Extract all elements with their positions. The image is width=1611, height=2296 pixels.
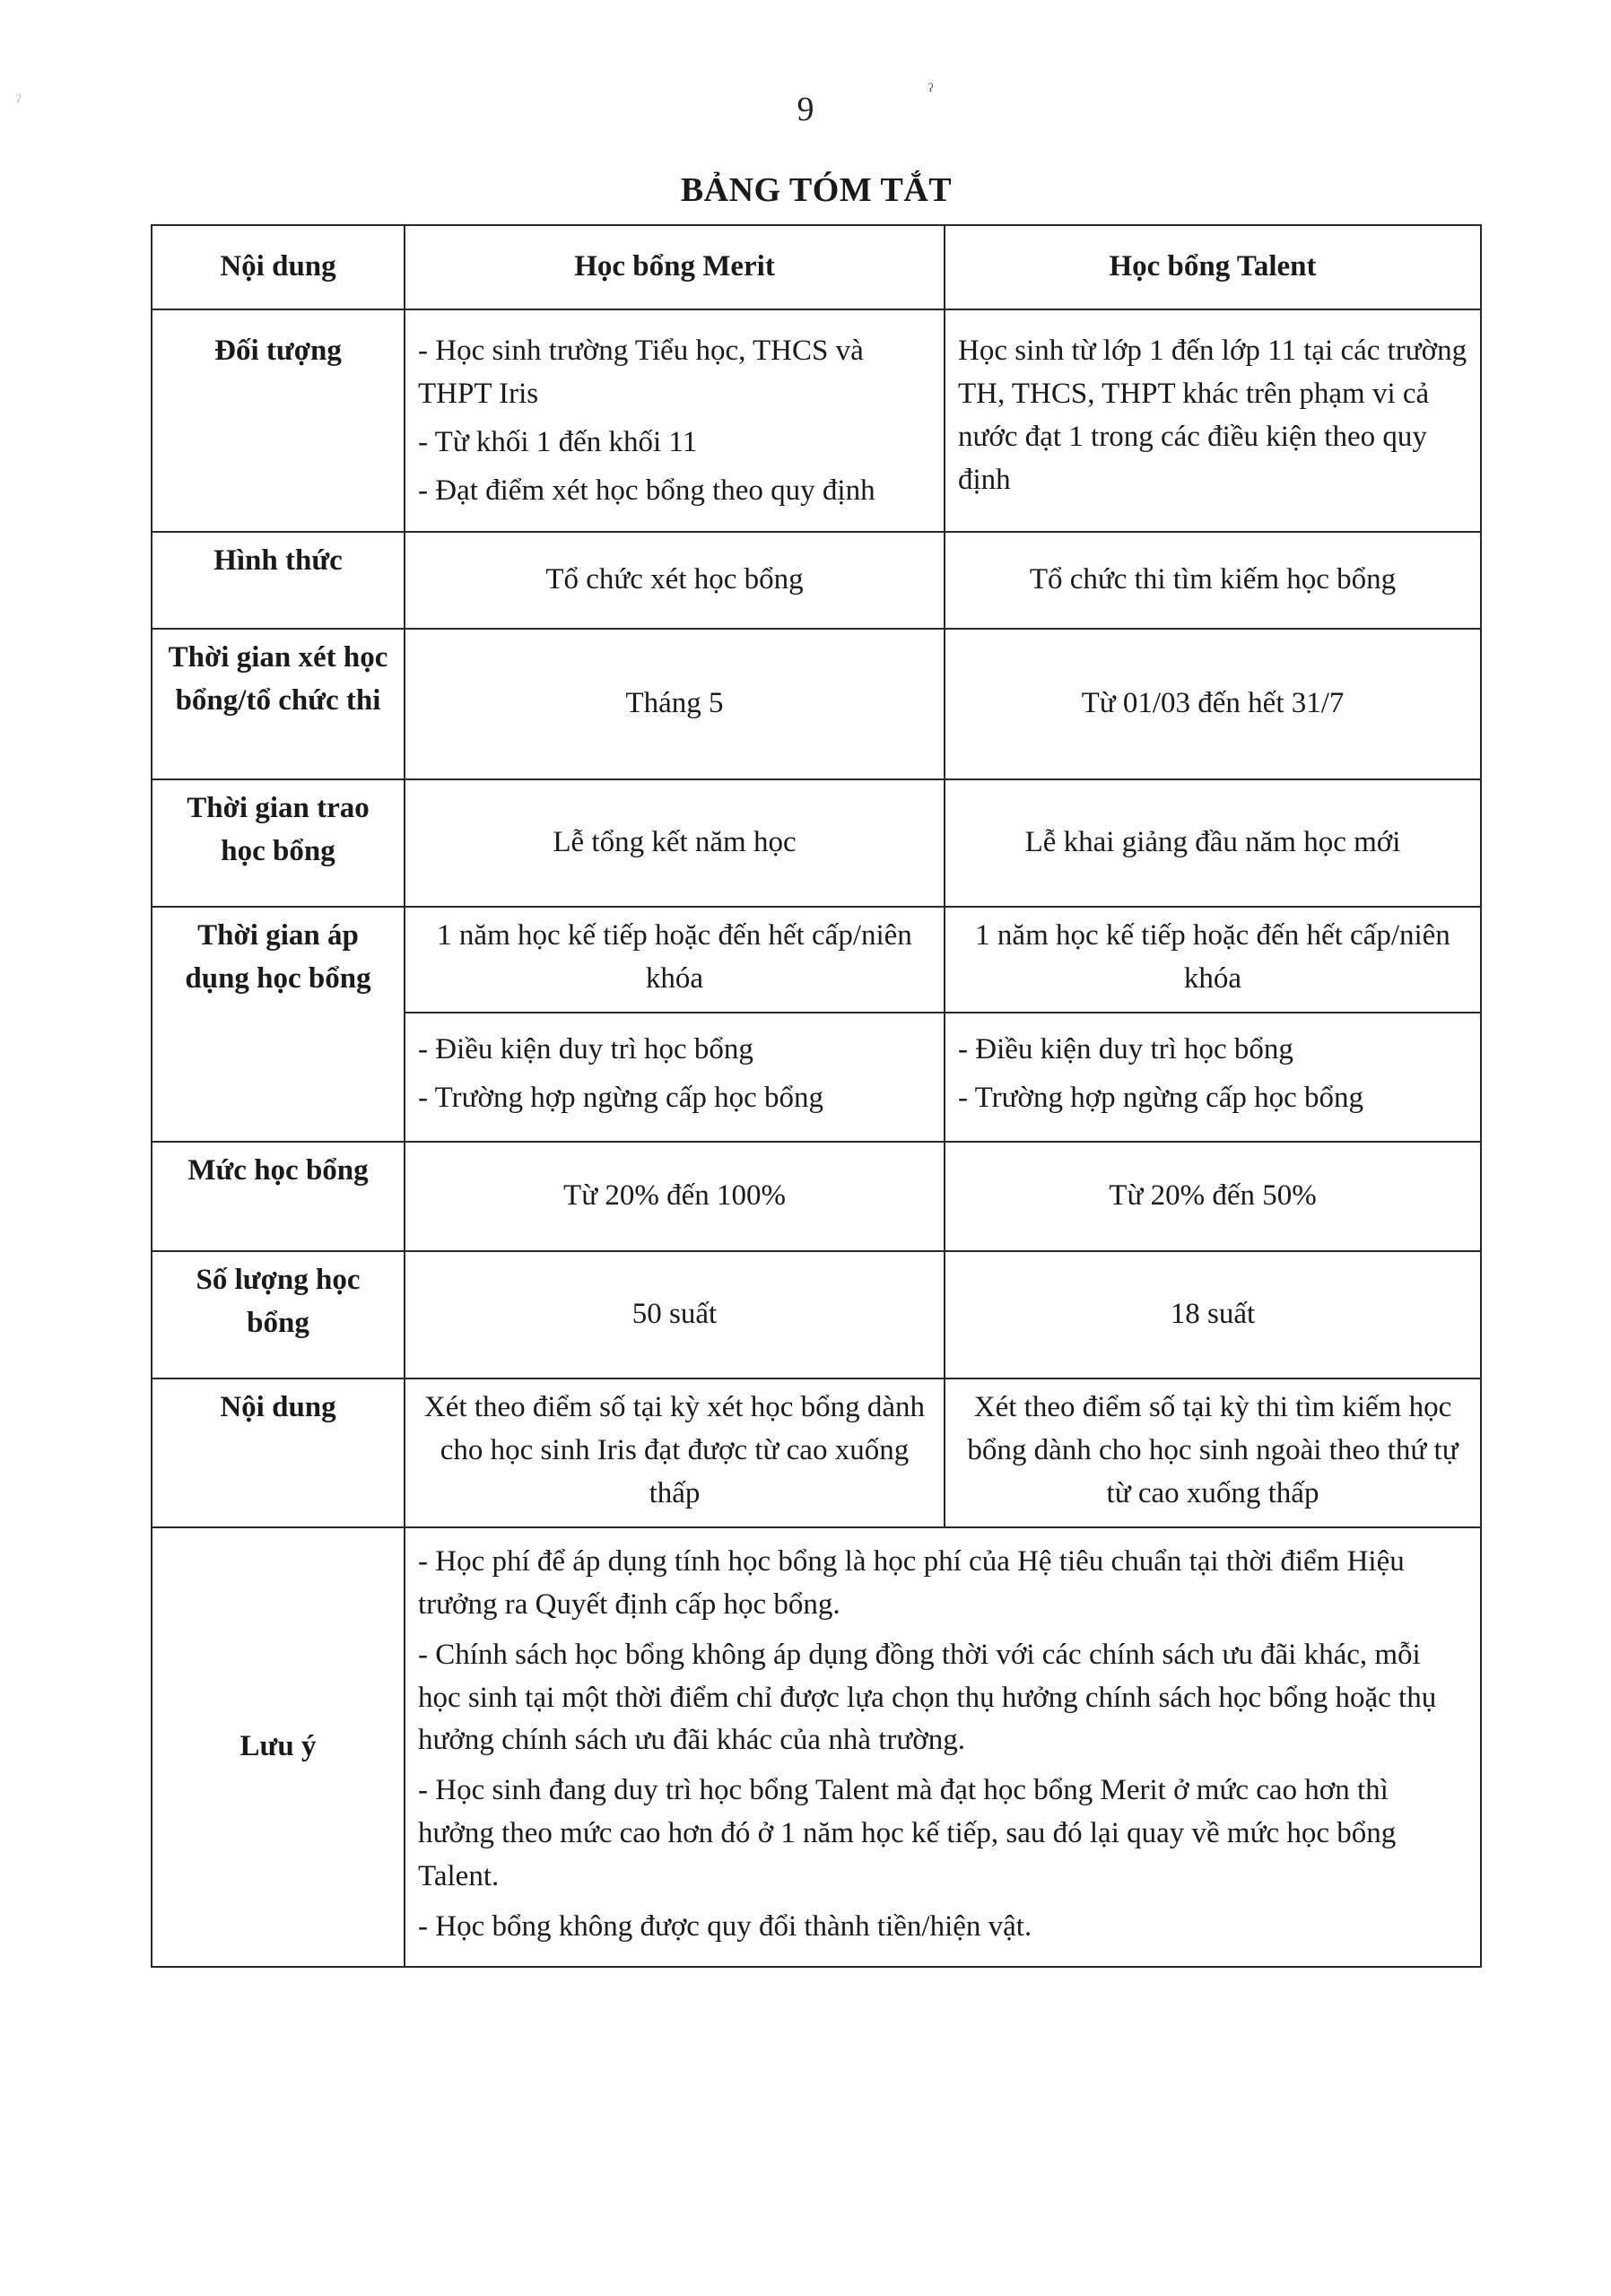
talent-cell: Lễ khai giảng đầu năm học mới bbox=[945, 779, 1481, 907]
merit-cell: Từ 20% đến 100% bbox=[405, 1142, 945, 1251]
page-number: 9 bbox=[797, 91, 814, 128]
table-header-row bbox=[152, 225, 1481, 309]
table-row bbox=[152, 1378, 1481, 1527]
row-label: Đối tượng bbox=[152, 309, 405, 532]
row-label: Lưu ý bbox=[152, 1527, 405, 1967]
talent-cell: Xét theo điểm số tại kỳ thi tìm kiếm học bổng dành cho học sinh ngoài theo thứ tự từ cao xuống thấp bbox=[945, 1378, 1481, 1527]
talent-cell: Học sinh từ lớp 1 đến lớp 11 tại các trường TH, THCS, THPT khác trên phạm vi cả nước đạt 1 trong các điều kiện theo quy định bbox=[945, 309, 1481, 532]
note-item: - Chính sách học bổng không áp dụng đồng thời với các chính sách ưu đãi khác, mỗi học sinh tại một thời điểm chỉ được lựa chọn thụ hưởng chính sách học bổng hoặc thụ hưởng chính sách ưu đãi khác của nhà trường. bbox=[418, 1638, 1437, 1757]
scan-artifact: ˀ bbox=[16, 90, 22, 112]
merit-condition: - Điều kiện duy trì học bổng bbox=[418, 1033, 753, 1066]
merit-cell: Xét theo điểm số tại kỳ xét học bổng dành cho học sinh Iris đạt được từ cao xuống thấp bbox=[405, 1378, 945, 1527]
merit-line: - Đạt điểm xét học bổng theo quy định bbox=[418, 474, 875, 507]
row-label: Mức học bổng bbox=[152, 1142, 405, 1251]
summary-table bbox=[151, 224, 1482, 1968]
table-row bbox=[152, 779, 1481, 907]
row-label: Thời gian xét học bổng/tổ chức thi bbox=[152, 629, 405, 779]
talent-cell: 1 năm học kế tiếp hoặc đến hết cấp/niên khóa bbox=[945, 907, 1481, 1013]
table-row bbox=[152, 1142, 1481, 1251]
row-label: Số lượng học bổng bbox=[152, 1251, 405, 1378]
merit-line: - Học sinh trường Tiểu học, THCS và THPT Iris bbox=[418, 335, 864, 410]
talent-condition: - Trường hợp ngừng cấp học bổng bbox=[958, 1082, 1363, 1114]
table-row bbox=[152, 1527, 1481, 1967]
talent-cell: Tổ chức thi tìm kiếm học bổng bbox=[945, 532, 1481, 629]
talent-cell: 18 suất bbox=[945, 1251, 1481, 1378]
note-item: - Học phí để áp dụng tính học bổng là học phí của Hệ tiêu chuẩn tại thời điểm Hiệu trưởng ra Quyết định cấp học bổng. bbox=[418, 1545, 1405, 1621]
merit-conditions-cell bbox=[405, 1013, 945, 1142]
scan-artifact: ˀ bbox=[928, 79, 934, 101]
merit-cell: Lễ tổng kết năm học bbox=[405, 779, 945, 907]
merit-cell: Tổ chức xét học bổng bbox=[405, 532, 945, 629]
merit-cell bbox=[405, 309, 945, 532]
row-label: Nội dung bbox=[152, 1378, 405, 1527]
talent-condition: - Điều kiện duy trì học bổng bbox=[958, 1033, 1293, 1066]
merit-cell: 1 năm học kế tiếp hoặc đến hết cấp/niên khóa bbox=[405, 907, 945, 1013]
merit-line: - Từ khối 1 đến khối 11 bbox=[418, 425, 698, 458]
table-row bbox=[152, 629, 1481, 779]
header-noi-dung: Nội dung bbox=[152, 225, 405, 309]
note-item: - Học sinh đang duy trì học bổng Talent mà đạt học bổng Merit ở mức cao hơn thì hưởng theo mức cao hơn đó ở 1 năm học kế tiếp, sau đó lại quay về mức học bổng Talent. bbox=[418, 1774, 1397, 1892]
notes-cell bbox=[405, 1527, 1481, 1967]
table-row bbox=[152, 1251, 1481, 1378]
row-label: Thời gian trao học bổng bbox=[152, 779, 405, 907]
merit-cell: Tháng 5 bbox=[405, 629, 945, 779]
header-talent: Học bổng Talent bbox=[945, 225, 1481, 309]
table-row bbox=[152, 532, 1481, 629]
header-merit: Học bổng Merit bbox=[405, 225, 945, 309]
table-row bbox=[152, 907, 1481, 1013]
merit-cell: 50 suất bbox=[405, 1251, 945, 1378]
document-title: BẢNG TÓM TẮT bbox=[680, 171, 953, 209]
talent-conditions-cell bbox=[945, 1013, 1481, 1142]
row-label: Thời gian áp dụng học bổng bbox=[152, 907, 405, 1142]
row-label: Hình thức bbox=[152, 532, 405, 629]
note-item: - Học bổng không được quy đổi thành tiền/hiện vật. bbox=[418, 1909, 1032, 1943]
talent-cell: Từ 20% đến 50% bbox=[945, 1142, 1481, 1251]
talent-cell: Từ 01/03 đến hết 31/7 bbox=[945, 629, 1481, 779]
merit-condition: - Trường hợp ngừng cấp học bổng bbox=[418, 1082, 823, 1114]
table-row bbox=[152, 309, 1481, 532]
